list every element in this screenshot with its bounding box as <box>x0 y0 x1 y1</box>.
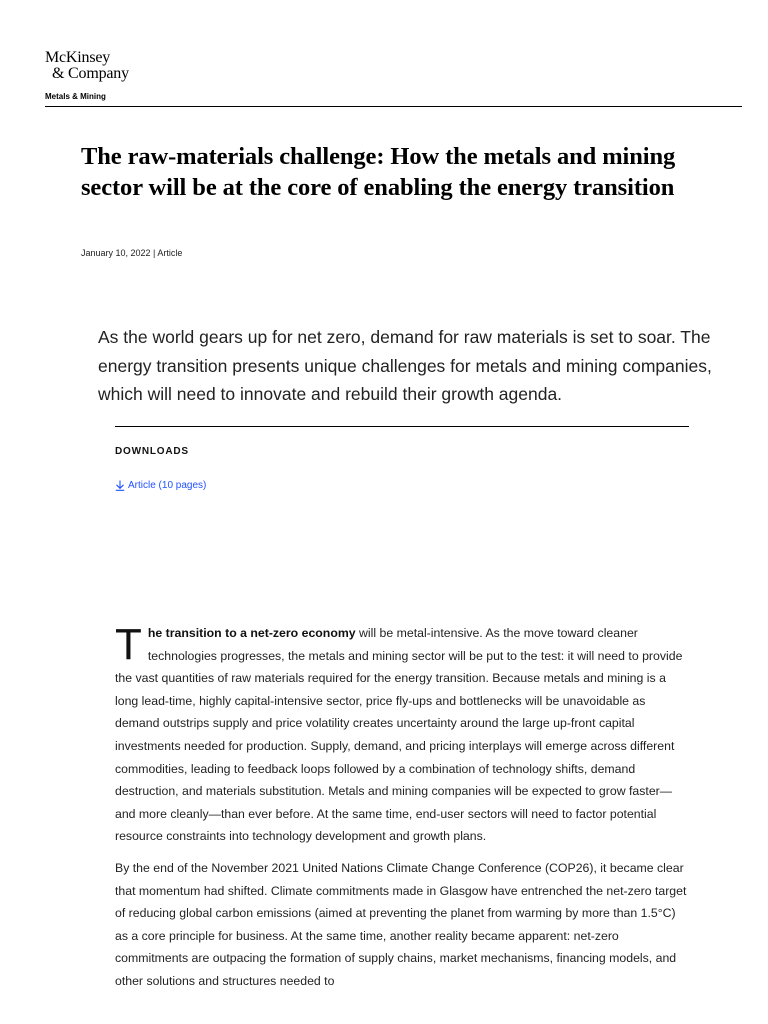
body-paragraph-1 <box>115 622 691 848</box>
header-divider <box>45 106 742 107</box>
download-arrow-icon <box>115 480 128 491</box>
body-paragraph-2: By the end of the November 2021 United Nations Climate Change Conference (COP26), it became clear that momentum had shifted. Climate commitments made in Glasgow have entrenched the net-zero target of reducing global carbon emissions (aimed at preventing the planet from warming by more than 1.5°C) as a core principle for business. At the same time, another reality became apparent: net-zero commitments are outpacing the formation of supply chains, market mechanisms, financing models, and other solutions and structures needed to <box>115 860 687 988</box>
downloads-divider <box>115 426 689 427</box>
downloads-heading: DOWNLOADS <box>115 446 189 457</box>
lead-in-bold: he transition to a net-zero economy <box>147 626 356 640</box>
logo-line-1: McKinsey <box>45 49 111 66</box>
drop-cap: T <box>115 620 142 669</box>
site-header <box>45 50 742 101</box>
section-label[interactable]: Metals & Mining <box>45 92 106 101</box>
download-link-label: Article (10 pages) <box>128 480 207 491</box>
download-article-link[interactable] <box>115 480 206 491</box>
article-lede: As the world gears up for net zero, demand for raw materials is set to soar. The energy transition presents unique challenges for metals and mining companies, which will need to innovate and rebuild their growth agenda. <box>98 327 712 404</box>
mckinsey-logo[interactable] <box>45 50 742 82</box>
article-meta: January 10, 2022 | Article <box>81 248 183 258</box>
article-title: The raw-materials challenge: How the metals and mining sector will be at the core of enabling the energy transition <box>81 143 676 201</box>
article-body <box>115 622 691 1002</box>
logo-line-2: & Company <box>52 65 129 82</box>
body-paragraph-1-text: will be metal-intensive. As the move toward cleaner technologies progresses, the metals and mining sector will be put to the test: it will need to provide the vast quantities of raw materials required for the energy transition. Because metals and mining is a long lead-time, highly capital-intensive sector, price fly-ups and bottlenecks will be unavoidable as demand outstrips supply and price volatility creates uncertainty around the large up-front capital investments needed for production. Supply, demand, and pricing interplays will emerge across different commodities, leading to feedback loops followed by a combination of technology shifts, demand destruction, and materials substitution. Metals and mining companies will be expected to grow faster—and more cleanly—than ever before. At the same time, end-user sectors will need to factor potential resource constraints into technology development and growth plans. <box>115 626 683 844</box>
